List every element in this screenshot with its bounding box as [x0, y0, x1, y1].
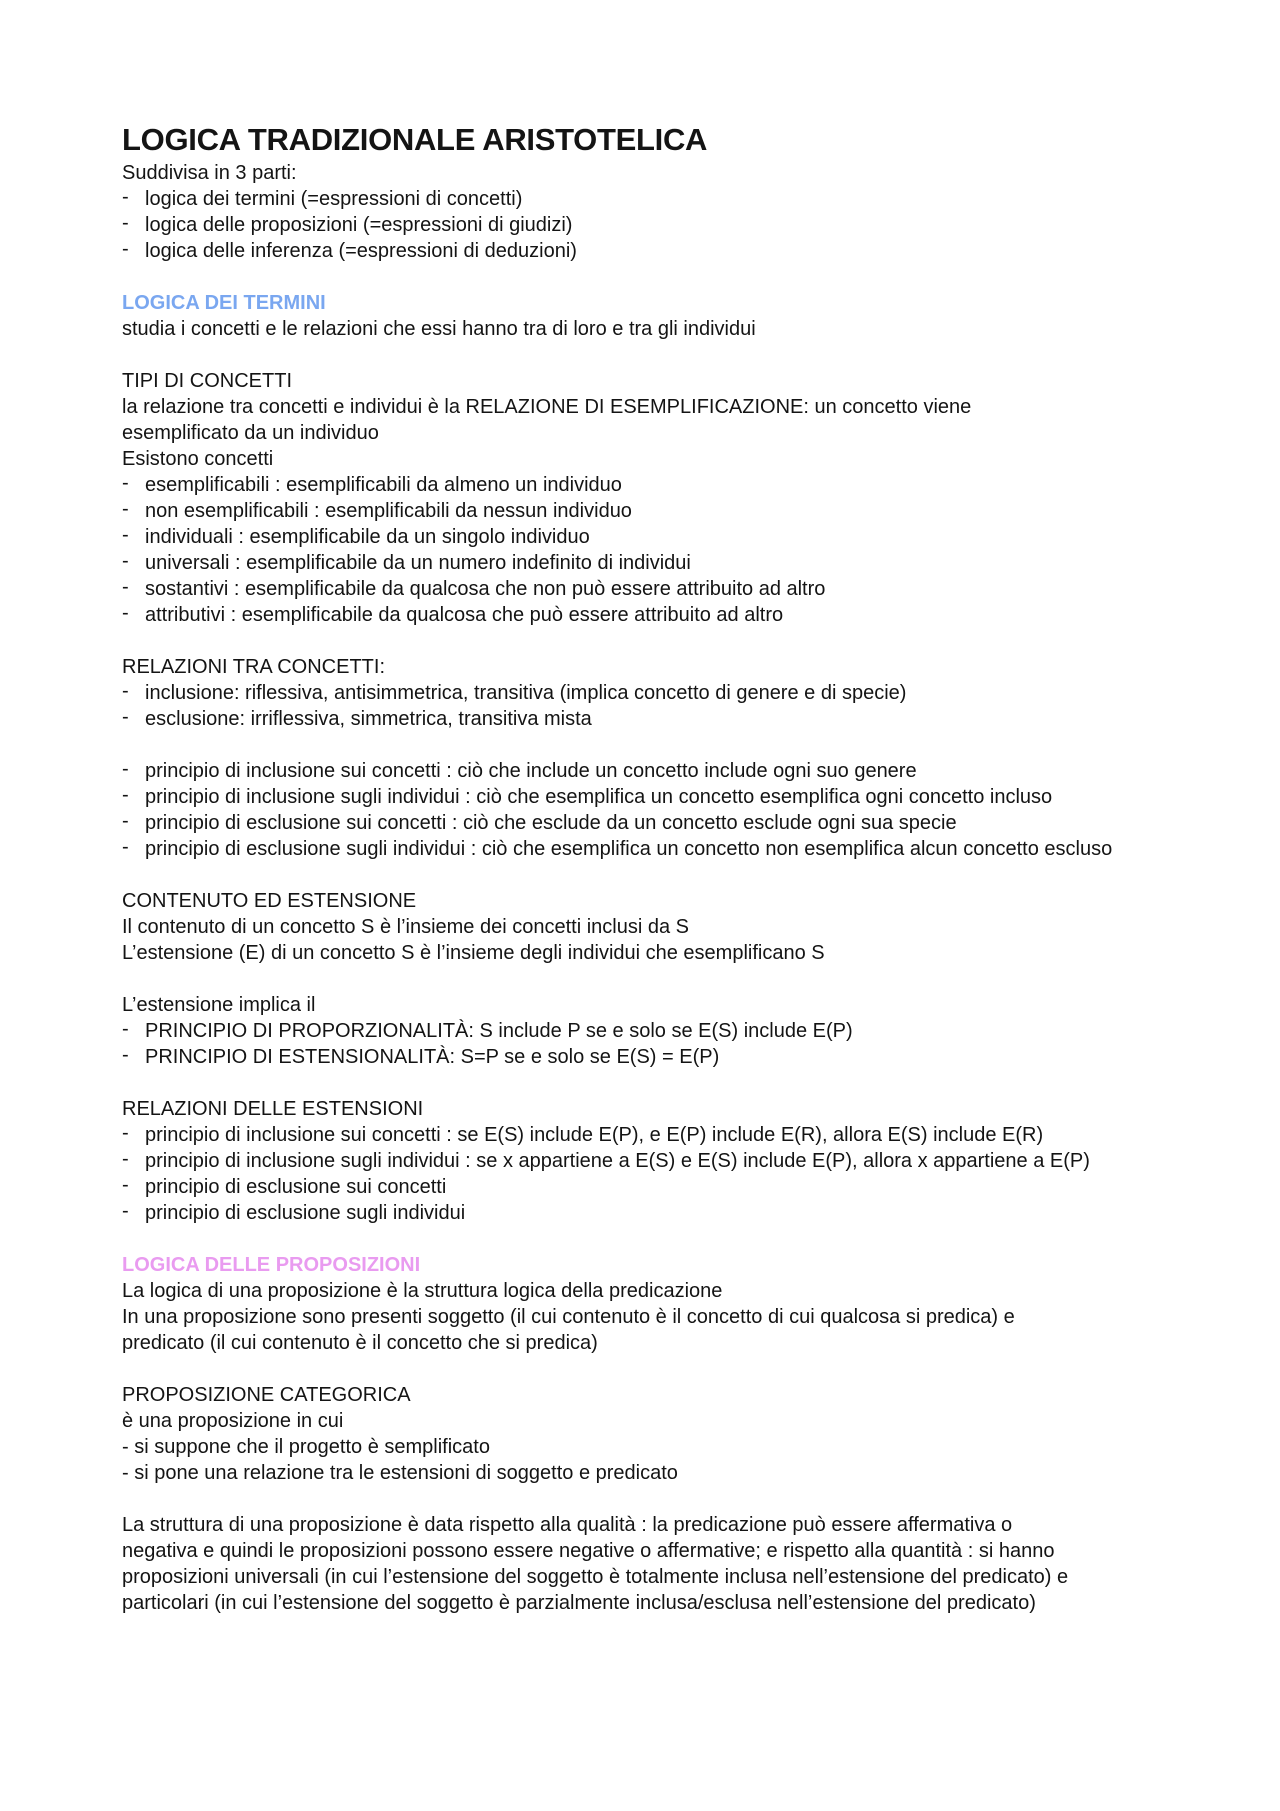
paragraph-line: predicato (il cui contenuto è il concetto che si predica)	[122, 1332, 598, 1354]
paragraph-line: Il contenuto di un concetto S è l’insieme dei concetti inclusi da S	[122, 916, 689, 938]
list-item: - principio di esclusione sui concetti	[122, 1174, 1162, 1200]
list-item: - principio di inclusione sugli individui : se x appartiene a E(S) e E(S) include E(P), allora x appartiene a E(P)	[122, 1148, 1162, 1174]
paragraph-line: - si suppone che il progetto è semplificato	[122, 1436, 490, 1458]
paragraph-line: proposizioni universali (in cui l’estensione del soggetto è totalmente inclusa nell’estensione del predicato) e	[122, 1566, 1069, 1588]
list-item: - principio di inclusione sui concetti : ciò che include un concetto include ogni suo genere	[122, 758, 1162, 784]
intro-list	[122, 186, 1162, 264]
list-item: - PRINCIPIO DI ESTENSIONALITÀ: S=P se e solo se E(S) = E(P)	[122, 1044, 1162, 1070]
relazioni-estensioni-list	[122, 1122, 1162, 1226]
paragraph-line: In una proposizione sono presenti soggetto (il cui contenuto è il concetto di cui qualcosa si predica) e	[122, 1306, 1015, 1328]
section-heading-contenuto: CONTENUTO ED ESTENSIONE	[122, 890, 417, 912]
paragraph-line: La logica di una proposizione è la struttura logica della predicazione	[122, 1280, 723, 1302]
list-item: - individuali : esemplificabile da un singolo individuo	[122, 524, 1162, 550]
document-page	[122, 122, 1162, 1616]
section-heading-logica-proposizioni: LOGICA DELLE PROPOSIZIONI	[122, 1254, 421, 1276]
list-item: - esclusione: irriflessiva, simmetrica, transitiva mista	[122, 706, 1162, 732]
paragraph-line: - si pone una relazione tra le estensioni di soggetto e predicato	[122, 1462, 678, 1484]
estensione-text: L’estensione implica il	[122, 994, 316, 1016]
paragraph-line: la relazione tra concetti e individui è la RELAZIONE DI ESEMPLIFICAZIONE: un concetto viene	[122, 396, 972, 418]
list-item: - attributivi : esemplificabile da qualcosa che può essere attribuito ad altro	[122, 602, 1162, 628]
paragraph-line: La struttura di una proposizione è data rispetto alla qualità : la predicazione può essere affermativa o	[122, 1514, 1013, 1536]
list-item: - inclusione: riflessiva, antisimmetrica, transitiva (implica concetto di genere e di specie)	[122, 680, 1162, 706]
section-heading-logica-termini: LOGICA DEI TERMINI	[122, 292, 326, 314]
paragraph-line: L’estensione (E) di un concetto S è l’insieme degli individui che esemplificano S	[122, 942, 825, 964]
list-item: - principio di inclusione sui concetti : se E(S) include E(P), e E(P) include E(R), allora E(S) include E(R)	[122, 1122, 1162, 1148]
list-item: - principio di esclusione sugli individui : ciò che esemplifica un concetto non esemplifica alcun concetto escluso	[122, 836, 1162, 862]
list-item: - PRINCIPIO DI PROPORZIONALITÀ: S include P se e solo se E(S) include E(P)	[122, 1018, 1162, 1044]
intro-text: Suddivisa in 3 parti:	[122, 162, 297, 184]
section-heading-proposizione-categorica: PROPOSIZIONE CATEGORICA	[122, 1384, 411, 1406]
principles-list	[122, 758, 1162, 862]
list-item: - esemplificabili : esemplificabili da almeno un individuo	[122, 472, 1162, 498]
list-item: - logica delle proposizioni (=espressioni di giudizi)	[122, 212, 1162, 238]
list-item: - logica delle inferenza (=espressioni di deduzioni)	[122, 238, 1162, 264]
document-title: LOGICA TRADIZIONALE ARISTOTELICA	[122, 122, 708, 157]
paragraph-line: Esistono concetti	[122, 448, 274, 470]
list-item: - non esemplificabili : esemplificabili da nessun individuo	[122, 498, 1162, 524]
estensione-list	[122, 1018, 1162, 1070]
list-item: - principio di inclusione sugli individui : ciò che esemplifica un concetto esemplifica ogni concetto incluso	[122, 784, 1162, 810]
list-item: - principio di esclusione sugli individui	[122, 1200, 1162, 1226]
section-heading-relazioni-estensioni: RELAZIONI DELLE ESTENSIONI	[122, 1098, 424, 1120]
paragraph-line: esemplificato da un individuo	[122, 422, 379, 444]
section-heading-relazioni-concetti: RELAZIONI TRA CONCETTI:	[122, 656, 385, 678]
list-item: - sostantivi : esemplificabile da qualcosa che non può essere attribuito ad altro	[122, 576, 1162, 602]
list-item: - principio di esclusione sui concetti : ciò che esclude da un concetto esclude ogni sua specie	[122, 810, 1162, 836]
tipi-concetti-list	[122, 472, 1162, 628]
section-heading-tipi-concetti: TIPI DI CONCETTI	[122, 370, 292, 392]
list-item: - universali : esemplificabile da un numero indefinito di individui	[122, 550, 1162, 576]
paragraph-line: è una proposizione in cui	[122, 1410, 344, 1432]
paragraph-line: negativa e quindi le proposizioni possono essere negative o affermative; e rispetto alla quantità : si hanno	[122, 1540, 1055, 1562]
logica-termini-text: studia i concetti e le relazioni che essi hanno tra di loro e tra gli individui	[122, 318, 756, 340]
list-item: - logica dei termini (=espressioni di concetti)	[122, 186, 1162, 212]
paragraph-line: particolari (in cui l’estensione del soggetto è parzialmente inclusa/esclusa nell’estensione del predicato)	[122, 1592, 1036, 1614]
relazioni-concetti-list	[122, 680, 1162, 732]
